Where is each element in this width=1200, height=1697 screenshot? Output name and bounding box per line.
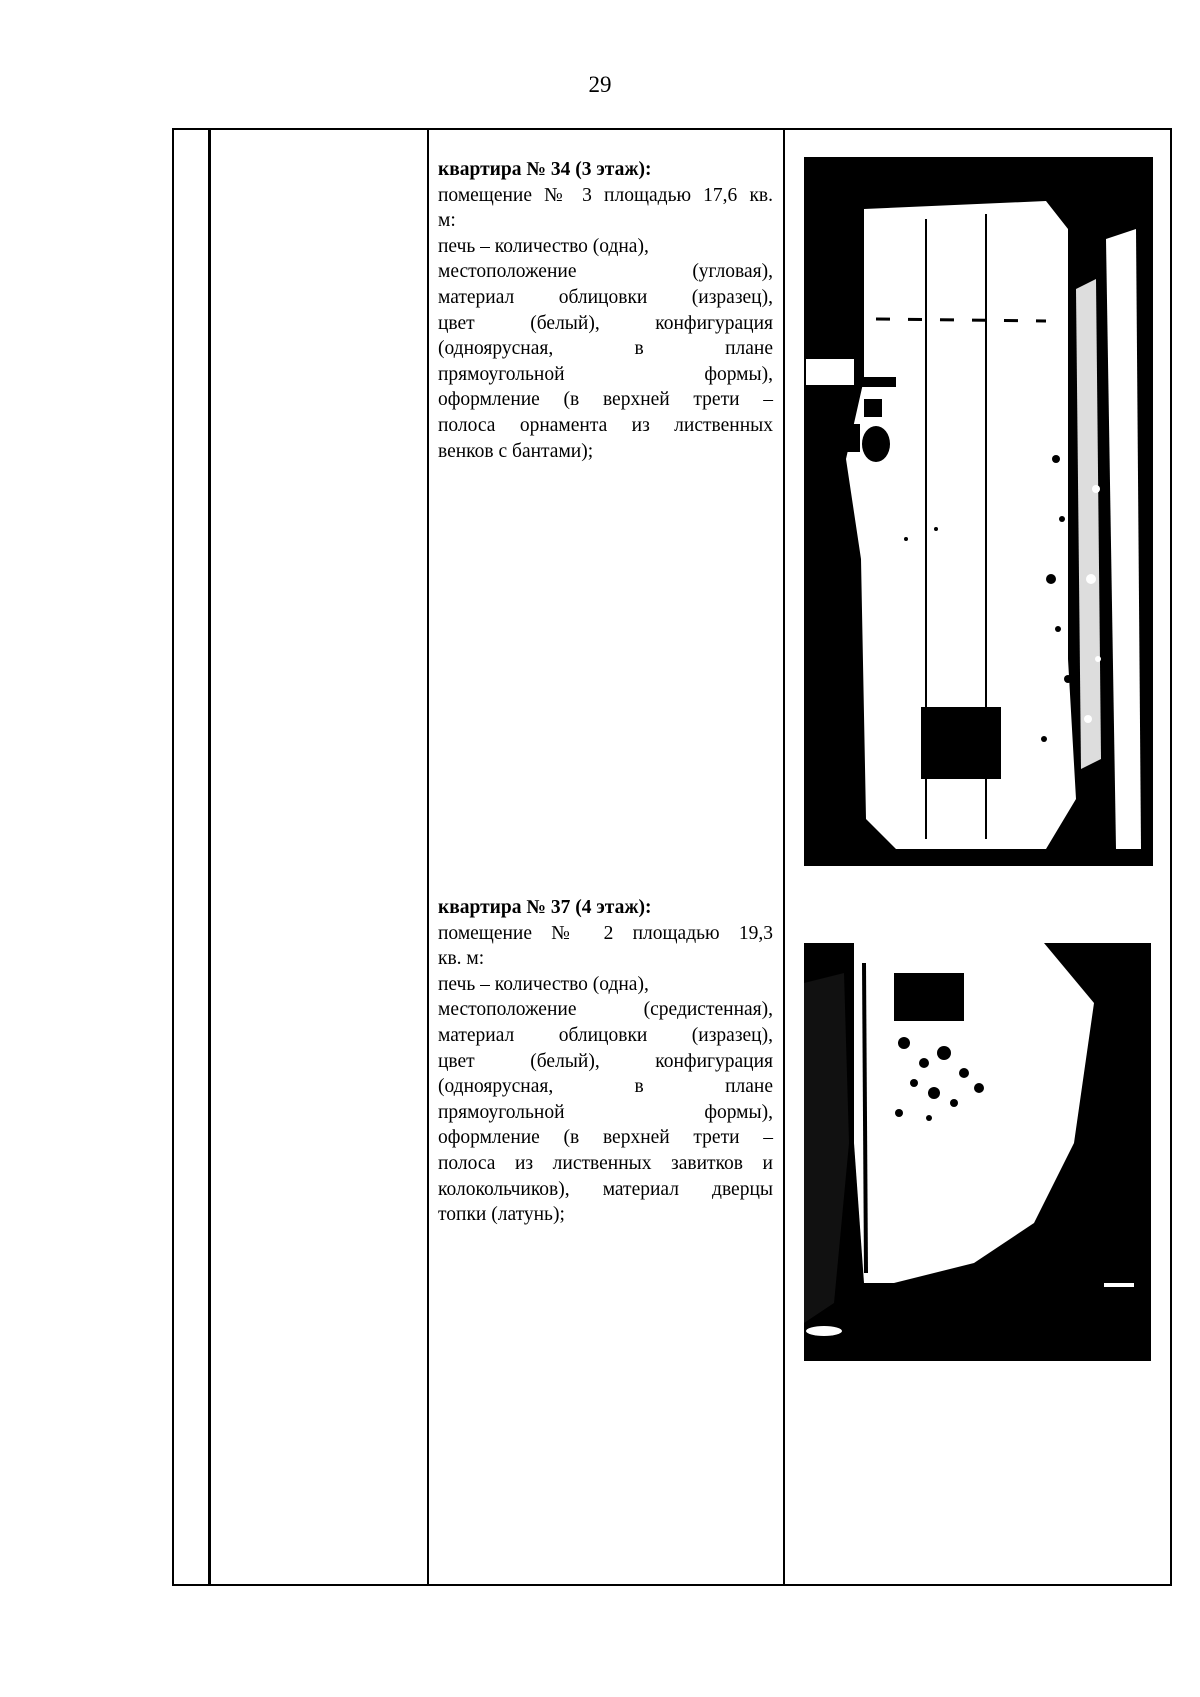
text-line: помещение № 2 площадью 19,3 xyxy=(438,922,773,944)
text-line: помещение № 3 площадью 17,6 кв. xyxy=(438,184,773,206)
stove-photo-apartment-37 xyxy=(804,943,1151,1361)
text-line: (одноярусная, в плане xyxy=(438,338,773,360)
text-line: прямоугольной формы), xyxy=(438,363,773,385)
text-line: оформление (в верхней трети – xyxy=(438,1127,773,1149)
text-line: местоположение (угловая), xyxy=(438,261,773,283)
apartment-37-description xyxy=(438,895,773,1228)
text-line: местоположение (средистенная), xyxy=(438,999,773,1021)
apartment-37-title: квартира № 37 (4 этаж): xyxy=(438,897,652,918)
text-line: кв. м: xyxy=(438,948,485,970)
text-line: топки (латунь); xyxy=(438,1204,565,1226)
column-divider-1 xyxy=(208,128,211,1586)
apartment-34-title: квартира № 34 (3 этаж): xyxy=(438,159,652,180)
text-line: прямоугольной формы), xyxy=(438,1101,773,1123)
text-line: оформление (в верхней трети – xyxy=(438,389,773,411)
text-line: полоса из лиственных завитков и xyxy=(438,1152,773,1174)
text-line: колокольчиков), материал дверцы xyxy=(438,1178,773,1200)
column-divider-3 xyxy=(783,128,785,1586)
text-line: полоса орнамента из лиственных xyxy=(438,414,773,436)
text-line: материал облицовки (изразец), xyxy=(438,1024,773,1046)
stove-photo-apartment-34 xyxy=(804,157,1153,866)
text-line: материал облицовки (изразец), xyxy=(438,286,773,308)
text-line: (одноярусная, в плане xyxy=(438,1076,773,1098)
text-line: цвет (белый), конфигурация xyxy=(438,1050,773,1072)
text-line: венков с бантами); xyxy=(438,440,594,462)
text-line: печь – количество (одна), xyxy=(438,973,649,995)
apartment-34-description xyxy=(438,157,773,464)
text-line: цвет (белый), конфигурация xyxy=(438,312,773,334)
text-line: печь – количество (одна), xyxy=(438,235,649,257)
text-line: м: xyxy=(438,210,456,232)
page-number: 29 xyxy=(588,72,612,97)
column-divider-2 xyxy=(427,128,429,1586)
